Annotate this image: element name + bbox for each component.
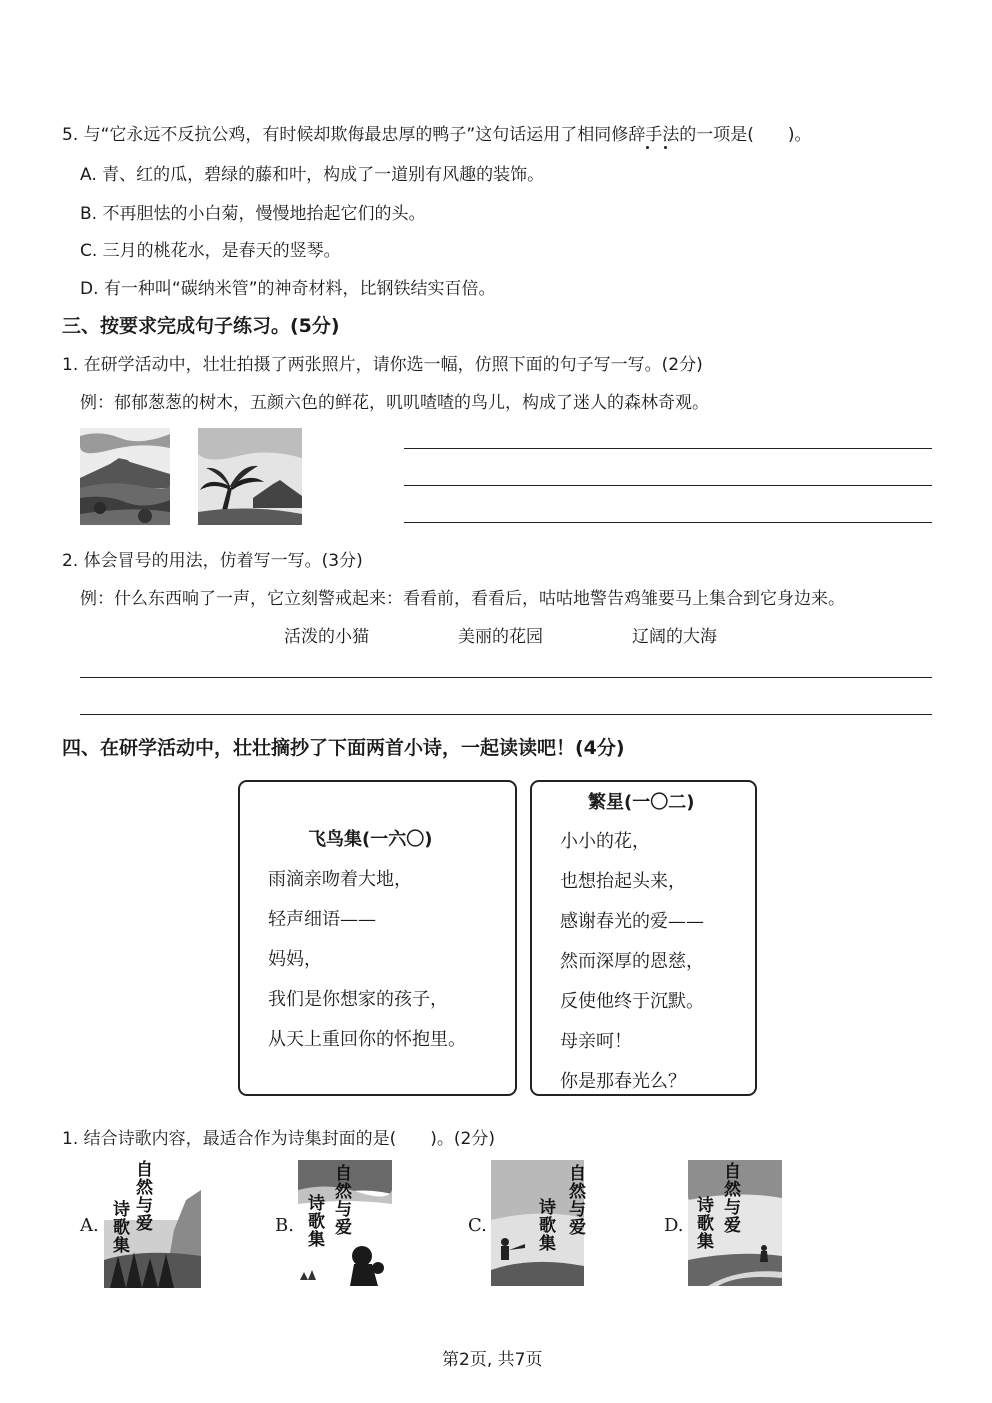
q5-option-c: C. 三月的桃花水，是春天的竖琴。 xyxy=(80,241,341,261)
volcano-photo xyxy=(80,428,170,525)
poem2-line: 你是那春光么？ xyxy=(560,1071,686,1092)
s3-q2-stem: 2. 体会冒号的用法，仿着写一写。(3分) xyxy=(62,551,363,571)
poem1-line: 雨滴亲吻着大地， xyxy=(268,869,412,890)
poem2-title: 繁星(一〇二) xyxy=(588,792,695,813)
answer-line[interactable] xyxy=(404,522,932,523)
topic-3: 辽阔的大海 xyxy=(632,627,717,647)
poem2-line: 反使他终于沉默。 xyxy=(560,991,704,1012)
emphasis-dot xyxy=(664,146,667,149)
q5-option-d: D. 有一种叫“碳纳米管”的神奇材料，比钢铁结实百倍。 xyxy=(80,279,496,299)
cover-c-subtitle: 诗歌集 xyxy=(535,1198,555,1252)
cover-a-subtitle: 诗歌集 xyxy=(109,1200,129,1254)
s4-q1-stem: 1. 结合诗歌内容，最适合作为诗集封面的是( )。(2分) xyxy=(62,1129,495,1149)
poem1-line: 妈妈， xyxy=(268,949,322,970)
emphasis-dot xyxy=(646,146,649,149)
s3-q1-example: 例：郁郁葱葱的树木，五颜六色的鲜花，叽叽喳喳的鸟儿，构成了迷人的森林奇观。 xyxy=(80,393,709,413)
poem2-line: 母亲呵！ xyxy=(560,1031,632,1052)
cover-c-title: 自然与爱 xyxy=(565,1164,585,1236)
poem1-line: 从天上重回你的怀抱里。 xyxy=(268,1029,466,1050)
cover-d-title: 自然与爱 xyxy=(720,1162,740,1234)
s3-q2-example: 例：什么东西响了一声，它立刻警戒起来：看看前，看看后，咕咕地警告鸡雏要马上集合到它身边来。 xyxy=(80,589,845,609)
poem2-line: 感谢春光的爱—— xyxy=(560,911,704,932)
answer-line[interactable] xyxy=(404,448,932,449)
cover-b-title: 自然与爱 xyxy=(331,1164,351,1236)
page-number: 第2页, 共7页 xyxy=(442,1350,543,1370)
cover-a-title: 自然与爱 xyxy=(132,1160,152,1232)
cover-a-label: A. xyxy=(80,1215,99,1236)
poem2-line: 也想抬起头来， xyxy=(560,871,686,892)
poem2-line: 小小的花， xyxy=(560,831,650,852)
q5-option-b: B. 不再胆怯的小白菊，慢慢地抬起它们的头。 xyxy=(80,204,426,224)
poem1-title: 飞鸟集(一六〇) xyxy=(308,829,433,850)
cover-b-label: B. xyxy=(275,1215,294,1236)
topic-1: 活泼的小猫 xyxy=(284,627,369,647)
answer-line[interactable] xyxy=(80,677,932,678)
topic-2: 美丽的花园 xyxy=(458,627,543,647)
answer-line[interactable] xyxy=(404,485,932,486)
q5-stem: 5. 与“它永远不反抗公鸡，有时候却欺侮最忠厚的鸭子”这句话运用了相同修辞手法的一项是( )。 xyxy=(62,125,812,145)
cover-c-label: C. xyxy=(468,1215,487,1236)
s3-q1-stem: 1. 在研学活动中，壮壮拍摄了两张照片，请你选一幅，仿照下面的句子写一写。(2分) xyxy=(62,355,703,375)
cover-b-subtitle: 诗歌集 xyxy=(304,1194,324,1248)
section4-title: 四、在研学活动中，壮壮摘抄了下面两首小诗，一起读读吧！(4分) xyxy=(62,737,625,759)
cover-d-label: D. xyxy=(664,1215,684,1236)
section3-title: 三、按要求完成句子练习。(5分) xyxy=(62,315,340,337)
cover-d-subtitle: 诗歌集 xyxy=(693,1196,713,1250)
answer-line[interactable] xyxy=(80,714,932,715)
poem1-line: 我们是你想家的孩子， xyxy=(268,989,448,1010)
palm-volcano-photo xyxy=(198,428,302,525)
poem1-line: 轻声细语—— xyxy=(268,909,376,930)
q5-option-a: A. 青、红的瓜，碧绿的藤和叶，构成了一道别有风趣的装饰。 xyxy=(80,165,545,185)
poem2-line: 然而深厚的恩慈， xyxy=(560,951,704,972)
